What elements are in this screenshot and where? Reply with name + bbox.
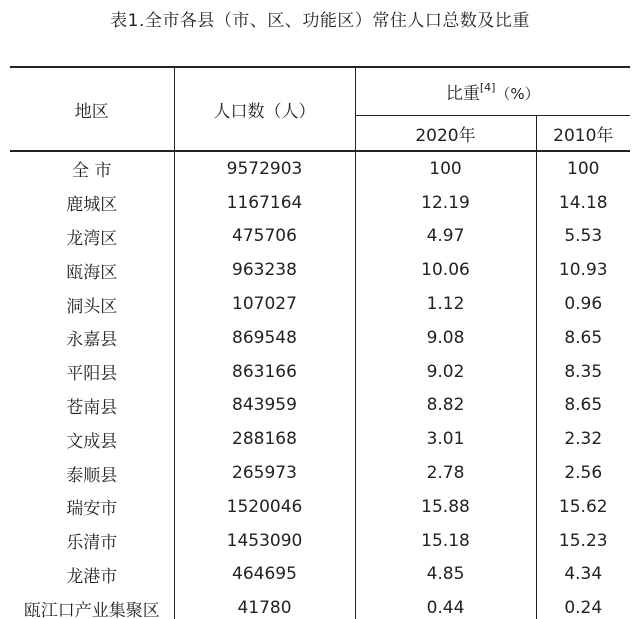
cell-region: 瓯江口产业集聚区 [23, 600, 160, 619]
cell-share-2020: 2.78 [355, 456, 536, 490]
cell-population: 464695 [174, 558, 355, 592]
cell-population: 288168 [174, 422, 355, 456]
cell-share-2020: 8.82 [355, 389, 536, 423]
header-share-footnote: [4] [479, 81, 496, 94]
header-year-2020: 2020年 [355, 116, 536, 152]
table-row [10, 456, 630, 490]
header-share [355, 67, 630, 116]
cell-share-2020: 12.19 [355, 186, 536, 220]
table-title: 表1.全市各县（市、区、功能区）常住人口总数及比重 [110, 11, 530, 31]
table-row [10, 490, 630, 524]
cell-share-2020: 100 [355, 151, 536, 186]
cell-share-2010: 10.93 [536, 253, 630, 287]
table-row [10, 253, 630, 287]
cell-region: 永嘉县 [66, 330, 118, 351]
population-table [10, 66, 630, 619]
cell-population: 1520046 [174, 490, 355, 524]
cell-region: 鹿城区 [66, 195, 118, 216]
table-row [10, 389, 630, 423]
cell-population: 41780 [174, 591, 355, 619]
table-row [10, 355, 630, 389]
header-share-label: 比重 [445, 84, 480, 104]
table-row [10, 524, 630, 558]
cell-population: 863166 [174, 355, 355, 389]
table-row [10, 558, 630, 592]
cell-share-2020: 0.44 [355, 591, 536, 619]
cell-population: 475706 [174, 220, 355, 254]
cell-population: 1453090 [174, 524, 355, 558]
cell-region: 泰顺县 [66, 465, 118, 486]
cell-region: 全 市 [72, 161, 112, 182]
cell-share-2010: 100 [536, 151, 630, 186]
cell-share-2010: 14.18 [536, 186, 630, 220]
cell-share-2010: 5.53 [536, 220, 630, 254]
cell-region: 苍南县 [66, 397, 118, 418]
table-row [10, 321, 630, 355]
cell-region: 龙湾区 [66, 228, 118, 249]
cell-region: 平阳县 [66, 364, 118, 385]
cell-share-2010: 15.62 [536, 490, 630, 524]
cell-share-2020: 4.97 [355, 220, 536, 254]
table-row [10, 186, 630, 220]
cell-share-2020: 15.88 [355, 490, 536, 524]
header-region: 地区 [10, 67, 174, 151]
cell-share-2010: 2.56 [536, 456, 630, 490]
table-row [10, 287, 630, 321]
cell-share-2010: 0.24 [536, 591, 630, 619]
cell-region: 乐清市 [66, 533, 118, 554]
population-table-container [10, 66, 630, 619]
cell-share-2010: 8.65 [536, 321, 630, 355]
cell-population: 107027 [174, 287, 355, 321]
cell-share-2010: 8.65 [536, 389, 630, 423]
cell-share-2010: 2.32 [536, 422, 630, 456]
cell-region: 文成县 [66, 431, 118, 452]
cell-population: 265973 [174, 456, 355, 490]
table-row [10, 220, 630, 254]
cell-share-2010: 8.35 [536, 355, 630, 389]
cell-share-2010: 0.96 [536, 287, 630, 321]
cell-population: 843959 [174, 389, 355, 423]
header-population: 人口数（人） [174, 67, 355, 151]
cell-region: 瑞安市 [66, 499, 118, 520]
table-body [10, 151, 630, 619]
table-row [10, 422, 630, 456]
cell-region: 洞头区 [66, 296, 118, 317]
cell-share-2020: 4.85 [355, 558, 536, 592]
cell-share-2020: 10.06 [355, 253, 536, 287]
table-row [10, 151, 630, 186]
header-year-2010: 2010年 [536, 116, 630, 152]
cell-population: 9572903 [174, 151, 355, 186]
cell-share-2020: 15.18 [355, 524, 536, 558]
table-row [10, 591, 630, 619]
cell-share-2010: 15.23 [536, 524, 630, 558]
cell-population: 869548 [174, 321, 355, 355]
cell-population: 1167164 [174, 186, 355, 220]
cell-population: 963238 [174, 253, 355, 287]
cell-share-2020: 9.02 [355, 355, 536, 389]
cell-share-2020: 9.08 [355, 321, 536, 355]
cell-share-2010: 4.34 [536, 558, 630, 592]
cell-region: 龙港市 [66, 566, 118, 587]
cell-share-2020: 3.01 [355, 422, 536, 456]
cell-share-2020: 1.12 [355, 287, 536, 321]
header-share-unit: （%） [495, 85, 540, 103]
cell-region: 瓯海区 [66, 262, 118, 283]
